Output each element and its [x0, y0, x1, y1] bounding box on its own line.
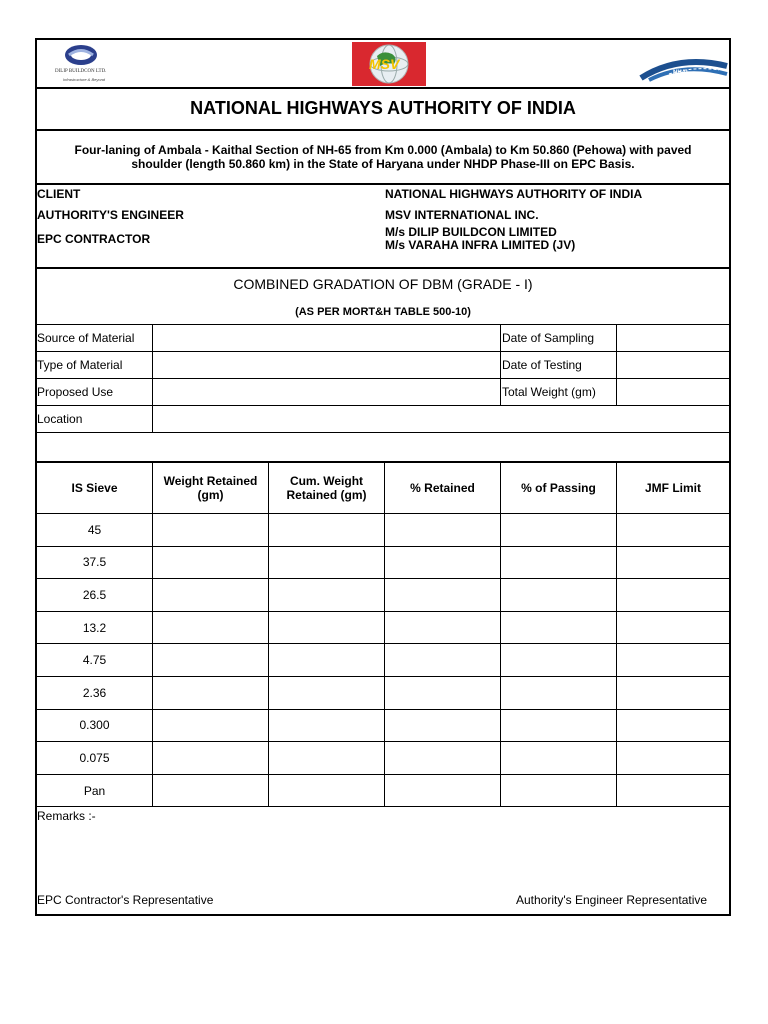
col-header-cum-weight-retained: Cum. Weight Retained (gm) — [269, 462, 385, 514]
table-input-cell[interactable] — [269, 710, 385, 743]
sieve-size-label: Pan — [83, 783, 106, 798]
table-input-cell[interactable] — [501, 742, 617, 775]
msv-logo — [352, 42, 426, 86]
table-input-cell[interactable] — [617, 775, 729, 808]
source-of-material-field[interactable] — [153, 324, 500, 351]
col-header-percent-passing: % of Passing — [501, 462, 617, 514]
gradation-table — [37, 462, 729, 808]
table-input-cell[interactable] — [269, 742, 385, 775]
project-description — [37, 143, 729, 171]
col-header-jmf-limit: JMF Limit — [617, 462, 729, 514]
table-input-cell[interactable] — [617, 579, 729, 612]
location-label: Location — [37, 412, 83, 426]
table-input-cell[interactable] — [501, 775, 617, 808]
sieve-size-label: 13.2 — [82, 620, 107, 635]
sieve-size-label: 2.36 — [82, 685, 107, 700]
sieve-size-label: 0.075 — [79, 750, 110, 765]
sieve-size-cell — [37, 742, 153, 775]
sieve-size-cell — [37, 644, 153, 677]
dilip-buildcon-logo — [39, 42, 139, 86]
table-input-cell[interactable] — [269, 677, 385, 710]
sieve-size-cell — [37, 612, 153, 645]
table-input-cell[interactable] — [501, 612, 617, 645]
contractor-line-1: M/s DILIP BUILDCON LIMITED — [385, 225, 557, 239]
table-input-cell[interactable] — [153, 710, 269, 743]
table-input-cell[interactable] — [501, 514, 617, 547]
table-input-cell[interactable] — [153, 644, 269, 677]
table-input-cell[interactable] — [617, 514, 729, 547]
type-of-material-label: Type of Material — [37, 358, 123, 372]
nhai-logo-text: NHAI — [673, 70, 688, 76]
client-value: NATIONAL HIGHWAYS AUTHORITY OF INDIA — [385, 187, 643, 201]
table-input-cell[interactable] — [385, 579, 501, 612]
msv-logo-text: MSV — [369, 56, 400, 72]
epc-contractor-signature: EPC Contractor's Representative — [37, 893, 214, 907]
project-line-2: shoulder (length 50.860 km) in the State of Haryana under NHDP Phase-III on EPC Basis. — [131, 157, 635, 171]
dilip-logo-name: DILIP BUILDCON LTD. — [55, 69, 107, 74]
project-line-1: Four-laning of Ambala - Kaithal Section of NH-65 from Km 0.000 (Ambala) to Km 50.860 (Pehowa) with paved — [74, 143, 692, 157]
table-input-cell[interactable] — [385, 644, 501, 677]
table-input-cell[interactable] — [385, 547, 501, 580]
col-header-percent-retained: % Retained — [385, 462, 501, 514]
table-input-cell[interactable] — [153, 677, 269, 710]
nhai-logo — [639, 52, 729, 82]
sieve-size-cell — [37, 514, 153, 547]
sieve-size-cell — [37, 547, 153, 580]
type-of-material-field[interactable] — [153, 352, 500, 378]
sieve-size-cell — [37, 710, 153, 743]
form-title: COMBINED GRADATION OF DBM (GRADE - I) — [233, 276, 533, 292]
sieve-size-label: 37.5 — [82, 555, 107, 570]
table-input-cell[interactable] — [617, 612, 729, 645]
table-input-cell[interactable] — [385, 775, 501, 808]
remarks-area[interactable] — [37, 825, 729, 885]
dilip-logo-tagline: Infrastructure & Beyond — [63, 77, 106, 82]
table-input-cell[interactable] — [385, 677, 501, 710]
table-input-cell[interactable] — [153, 775, 269, 808]
table-input-cell[interactable] — [269, 775, 385, 808]
authority-engineer-signature: Authority's Engineer Representative — [516, 893, 708, 907]
total-weight-field[interactable] — [617, 379, 729, 405]
contractor-line-2: M/s VARAHA INFRA LIMITED (JV) — [385, 238, 576, 252]
table-input-cell[interactable] — [501, 547, 617, 580]
sieve-size-cell — [37, 579, 153, 612]
table-input-cell[interactable] — [617, 677, 729, 710]
table-input-cell[interactable] — [153, 742, 269, 775]
table-input-cell[interactable] — [617, 547, 729, 580]
engineer-label: AUTHORITY'S ENGINEER — [37, 208, 184, 222]
sieve-size-label: 45 — [87, 522, 102, 537]
proposed-use-label: Proposed Use — [37, 385, 114, 399]
table-input-cell[interactable] — [269, 612, 385, 645]
sieve-size-label: 0.300 — [79, 718, 110, 733]
document-frame — [35, 38, 731, 916]
table-input-cell[interactable] — [617, 644, 729, 677]
table-input-cell[interactable] — [617, 742, 729, 775]
table-input-cell[interactable] — [153, 514, 269, 547]
table-input-cell[interactable] — [501, 579, 617, 612]
sieve-size-label: 26.5 — [82, 587, 107, 602]
form-subtitle: (AS PER MORT&H TABLE 500-10) — [295, 306, 471, 318]
engineer-value: MSV INTERNATIONAL INC. — [385, 208, 539, 222]
date-of-sampling-field[interactable] — [617, 324, 729, 351]
table-input-cell[interactable] — [501, 677, 617, 710]
table-input-cell[interactable] — [269, 579, 385, 612]
table-input-cell[interactable] — [617, 710, 729, 743]
contractor-label: EPC CONTRACTOR — [37, 232, 151, 246]
table-input-cell[interactable] — [153, 547, 269, 580]
sieve-size-label: 4.75 — [82, 653, 107, 668]
proposed-use-field[interactable] — [153, 379, 500, 405]
client-label: CLIENT — [37, 187, 81, 201]
sieve-size-cell — [37, 775, 153, 808]
col-header-weight-retained: Weight Retained (gm) — [153, 462, 269, 514]
source-of-material-label: Source of Material — [37, 331, 135, 345]
remarks-label: Remarks :- — [37, 809, 96, 823]
table-input-cell[interactable] — [385, 612, 501, 645]
table-input-cell[interactable] — [385, 710, 501, 743]
info-fields-grid — [37, 324, 729, 434]
table-input-cell[interactable] — [153, 579, 269, 612]
table-input-cell[interactable] — [501, 710, 617, 743]
table-input-cell[interactable] — [385, 742, 501, 775]
table-input-cell[interactable] — [385, 514, 501, 547]
page-title: NATIONAL HIGHWAYS AUTHORITY OF INDIA — [190, 98, 576, 118]
table-input-cell[interactable] — [501, 644, 617, 677]
table-input-cell[interactable] — [153, 612, 269, 645]
col-header-is-sieve: IS Sieve — [37, 462, 153, 514]
table-input-cell[interactable] — [269, 644, 385, 677]
date-of-sampling-label: Date of Sampling — [502, 331, 595, 345]
table-input-cell[interactable] — [269, 514, 385, 547]
table-input-cell[interactable] — [269, 547, 385, 580]
date-of-testing-field[interactable] — [617, 352, 729, 378]
sieve-size-cell — [37, 677, 153, 710]
date-of-testing-label: Date of Testing — [502, 358, 582, 372]
total-weight-label: Total Weight (gm) — [502, 385, 596, 399]
location-field[interactable] — [153, 406, 729, 432]
contractor-value — [385, 226, 575, 252]
